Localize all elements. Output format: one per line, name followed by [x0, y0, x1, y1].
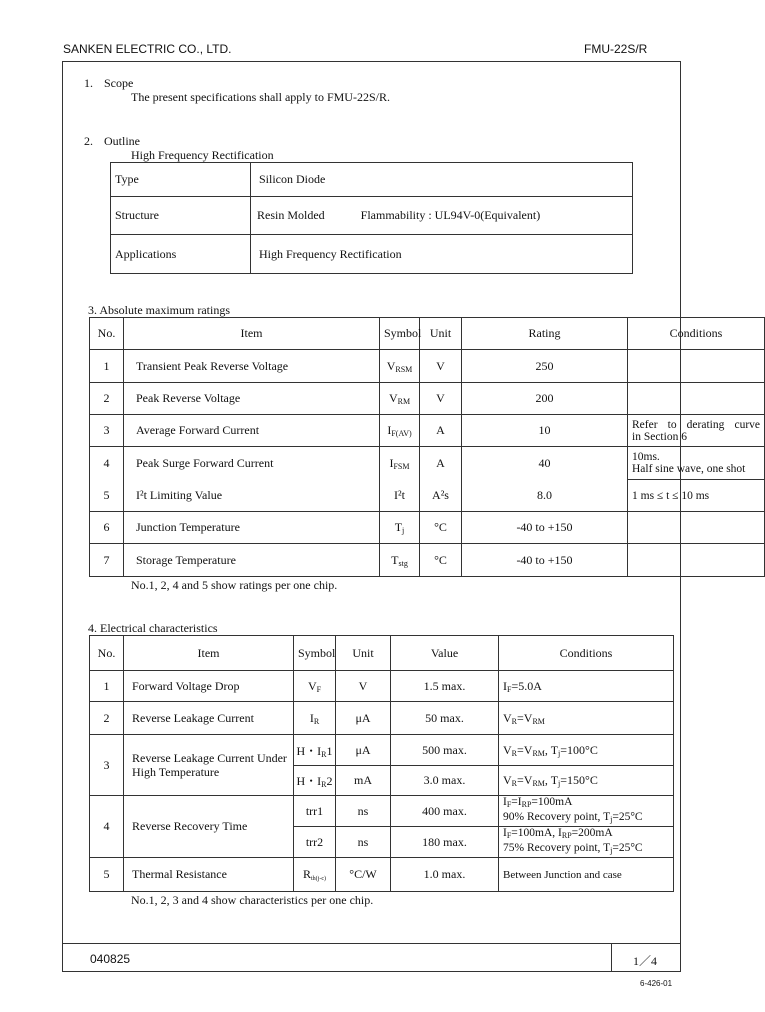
- col-header-conditions: Conditions: [499, 636, 674, 671]
- outline-value-text: Silicon Diode: [259, 172, 326, 186]
- cell-conditions: [628, 350, 765, 383]
- outline-value: [251, 197, 633, 235]
- cond-rest: =5.0A: [511, 678, 542, 693]
- cell-unit: A: [420, 447, 462, 480]
- table-row: [90, 447, 765, 480]
- table-row: [90, 415, 765, 447]
- cell-symbol: [380, 350, 420, 383]
- cond-sub: F: [506, 831, 512, 840]
- cell-rating: -40 to +150: [462, 544, 628, 577]
- table-row: [90, 702, 674, 735]
- cond-sub: F: [506, 800, 512, 809]
- abs-max-table: [89, 317, 765, 577]
- condition-line: 1 ms ≤ t ≤ 10 ms: [632, 489, 710, 502]
- condition-line: [503, 796, 669, 811]
- page-number: 1／4: [633, 954, 658, 968]
- table-row: [90, 512, 765, 544]
- symbol-sub: RSM: [395, 364, 413, 374]
- cond-main: I: [503, 827, 507, 839]
- table-header-row: [90, 636, 674, 671]
- item-line: Reverse Leakage Current Under: [132, 751, 287, 765]
- cell-conditions: [628, 415, 765, 447]
- outline-table: [110, 162, 633, 274]
- elec-title: 4. Electrical characteristics: [88, 621, 218, 635]
- cell-conditions: [499, 766, 674, 796]
- cell-item: Transient Peak Reverse Voltage: [124, 350, 380, 383]
- col-header-no: No.: [90, 636, 124, 671]
- cond-sub: R: [511, 716, 518, 726]
- cell-unit: μA: [336, 702, 391, 735]
- footer-divider: [62, 943, 681, 944]
- cell-symbol: [380, 544, 420, 577]
- condition-line: Half sine wave, one shot: [632, 463, 746, 475]
- cell-no: 5: [90, 858, 124, 892]
- company-name: SANKEN ELECTRIC CO., LTD.: [63, 42, 232, 56]
- scope-number: 1.: [84, 76, 93, 90]
- cell-item: I²t Limiting Value: [124, 480, 380, 512]
- condition-line: in Section 6: [632, 430, 687, 443]
- cell-unit: A²s: [420, 480, 462, 512]
- cell-no: 3: [90, 415, 124, 447]
- cell-no: 4: [90, 447, 124, 480]
- cell-conditions: [628, 544, 765, 577]
- symbol-main: H・I: [296, 743, 322, 758]
- cond-end: =100°C: [560, 742, 598, 757]
- cell-no: 5: [90, 480, 124, 512]
- cell-symbol: [294, 858, 336, 892]
- symbol-main: I: [309, 710, 314, 725]
- cell-item: Peak Reverse Voltage: [124, 383, 380, 415]
- cond-mid: =I: [511, 796, 522, 808]
- outline-flammability: Flammability : UL94V-0(Equivalent): [360, 208, 541, 222]
- symbol-sub: F: [316, 684, 322, 694]
- outline-value: [251, 235, 633, 274]
- symbol-sub: j: [402, 526, 405, 535]
- cell-item: Thermal Resistance: [124, 858, 294, 892]
- table-row: [111, 197, 633, 235]
- cond-main: I: [503, 678, 507, 693]
- cell-no: 7: [90, 544, 124, 577]
- cond-mid: =V: [517, 773, 533, 787]
- outline-label: Applications: [111, 235, 251, 274]
- cond-end: =100mA: [531, 796, 573, 808]
- cond-sub: j: [558, 748, 561, 758]
- symbol-sub: R: [321, 749, 327, 759]
- cond-rest: , T: [544, 773, 559, 787]
- table-row: [90, 671, 674, 702]
- table-row: [90, 480, 765, 512]
- outline-label: Type: [111, 163, 251, 197]
- table-row: [90, 735, 674, 766]
- symbol-sub: F(AV): [391, 429, 412, 438]
- condition-line: [503, 827, 669, 842]
- table-row: [90, 544, 765, 577]
- col-header-item: Item: [124, 318, 380, 350]
- cell-item: Peak Surge Forward Current: [124, 447, 380, 480]
- cell-rating: 8.0: [462, 480, 628, 512]
- scope-text: The present specifications shall apply to FMU-22S/R.: [131, 90, 390, 104]
- cell-no: 6: [90, 512, 124, 544]
- cell-unit: °C/W: [336, 858, 391, 892]
- document-code: 040825: [90, 952, 131, 966]
- item-line: High Temperature: [132, 765, 220, 779]
- cell-value: 3.0 max.: [391, 766, 499, 796]
- cell-conditions: [499, 827, 674, 858]
- cell-no: 1: [90, 671, 124, 702]
- cell-item: Forward Voltage Drop: [124, 671, 294, 702]
- cond-end: =25°C: [612, 811, 643, 823]
- condition-line: [503, 811, 669, 826]
- col-header-rating: Rating: [462, 318, 628, 350]
- symbol-sub: R: [313, 716, 320, 726]
- symbol-main: V: [386, 358, 396, 373]
- cell-no: 2: [90, 383, 124, 415]
- cell-conditions: Between Junction and case: [499, 858, 674, 892]
- cond-main: 75% Recovery point, T: [503, 842, 611, 854]
- outline-value-text: Resin Molded: [257, 208, 325, 222]
- outline-value-text: High Frequency Rectification: [259, 246, 402, 261]
- cell-no: 3: [90, 735, 124, 796]
- cell-no: 4: [90, 796, 124, 858]
- cell-symbol: trr2: [294, 827, 336, 858]
- cond-main: 90% Recovery point, T: [503, 811, 611, 823]
- cell-unit: V: [420, 383, 462, 415]
- cell-value: 1.0 max.: [391, 858, 499, 892]
- symbol-sub: R: [321, 780, 327, 789]
- cell-rating: 250: [462, 350, 628, 383]
- cell-symbol: [380, 512, 420, 544]
- cell-conditions: [499, 796, 674, 827]
- cond-sub: RP: [561, 831, 572, 840]
- cell-symbol: [380, 447, 420, 480]
- abs-max-note: No.1, 2, 4 and 5 show ratings per one chip.: [131, 578, 338, 592]
- outline-number: 2.: [84, 134, 93, 148]
- cond-sub: F: [507, 684, 512, 694]
- cell-value: 1.5 max.: [391, 671, 499, 702]
- cell-symbol: [380, 383, 420, 415]
- elec-table: [89, 635, 674, 892]
- cell-rating: -40 to +150: [462, 512, 628, 544]
- symbol-main: I²t: [394, 487, 405, 502]
- symbol-tail: 2: [326, 774, 333, 788]
- condition-line: Refer to derating curve: [632, 418, 760, 431]
- cell-conditions: [499, 702, 674, 735]
- abs-max-title: 3. Absolute maximum ratings: [88, 303, 230, 317]
- table-row: [90, 858, 674, 892]
- form-number: 6-426-01: [640, 979, 673, 988]
- cell-value: 400 max.: [391, 796, 499, 827]
- cell-symbol: [380, 415, 420, 447]
- cell-symbol: [380, 480, 420, 512]
- elec-note: No.1, 2, 3 and 4 show characteristics per one chip.: [131, 893, 374, 907]
- cell-rating: 200: [462, 383, 628, 415]
- table-row: [90, 796, 674, 827]
- col-header-unit: Unit: [420, 318, 462, 350]
- condition-line: [503, 842, 669, 857]
- symbol-sub: FSM: [393, 461, 410, 471]
- cell-unit: μA: [336, 735, 391, 766]
- cell-conditions: [628, 512, 765, 544]
- col-header-value: Value: [391, 636, 499, 671]
- table-header-row: [90, 318, 765, 350]
- cell-symbol: [294, 766, 336, 796]
- cell-unit: ns: [336, 796, 391, 827]
- symbol-main: V: [388, 391, 398, 405]
- col-header-symbol: Symbol: [294, 636, 336, 671]
- condition-line: 10ms.: [632, 451, 660, 463]
- cell-unit: V: [420, 350, 462, 383]
- cell-unit: A: [420, 415, 462, 447]
- cell-item: Reverse Recovery Time: [124, 796, 294, 858]
- symbol-sub: RM: [397, 397, 411, 406]
- col-header-no: No.: [90, 318, 124, 350]
- cond-sub: RM: [532, 779, 545, 788]
- cell-conditions: [628, 447, 765, 480]
- outline-label: Structure: [111, 197, 251, 235]
- col-header-item: Item: [124, 636, 294, 671]
- footer-separator: [611, 943, 612, 972]
- cell-symbol: trr1: [294, 796, 336, 827]
- cell-symbol: [294, 735, 336, 766]
- scope-title: Scope: [104, 76, 134, 90]
- cell-item: Storage Temperature: [124, 544, 380, 577]
- cond-sub: j: [558, 779, 561, 788]
- cell-conditions: [628, 383, 765, 415]
- cond-main: V: [503, 773, 512, 787]
- table-row: [90, 383, 765, 415]
- cond-sub: RM: [532, 716, 545, 726]
- cell-unit: V: [336, 671, 391, 702]
- symbol-main: T: [394, 520, 403, 534]
- cell-conditions: [628, 480, 765, 512]
- cell-symbol: [294, 702, 336, 735]
- cond-end: =150°C: [560, 773, 598, 787]
- cond-sub: j: [610, 815, 613, 824]
- cell-conditions: [499, 671, 674, 702]
- col-header-unit: Unit: [336, 636, 391, 671]
- outline-subtitle: High Frequency Rectification: [131, 148, 274, 162]
- cell-symbol: [294, 671, 336, 702]
- cond-main: I: [503, 796, 507, 808]
- cell-unit: °C: [420, 544, 462, 577]
- cell-value: 180 max.: [391, 827, 499, 858]
- symbol-tail: 1: [326, 743, 333, 758]
- cond-sub: j: [610, 846, 613, 855]
- symbol-sub: th(j-c): [311, 876, 326, 882]
- cond-sub: RP: [521, 800, 532, 809]
- cell-item: Average Forward Current: [124, 415, 380, 447]
- symbol-main: R: [302, 867, 311, 881]
- cell-item: Reverse Leakage Current: [124, 702, 294, 735]
- symbol-main: V: [307, 678, 317, 693]
- cond-rest: , T: [544, 742, 559, 757]
- cond-mid: =V: [517, 742, 533, 757]
- cell-item: Junction Temperature: [124, 512, 380, 544]
- symbol-main: I: [387, 423, 392, 437]
- table-row: [90, 350, 765, 383]
- table-row: [111, 235, 633, 274]
- cell-rating: 40: [462, 447, 628, 480]
- cond-sub: R: [511, 748, 518, 758]
- cond-main: V: [503, 742, 512, 757]
- outline-value: [251, 163, 633, 197]
- cell-unit: mA: [336, 766, 391, 796]
- outline-title: Outline: [104, 134, 140, 148]
- symbol-sub: stg: [398, 558, 408, 568]
- cell-item: [124, 735, 294, 796]
- symbol-main: T: [391, 552, 399, 567]
- cell-unit: ns: [336, 827, 391, 858]
- cond-mid: =V: [517, 710, 533, 725]
- col-header-conditions: Conditions: [628, 318, 765, 350]
- cond-sub: R: [511, 779, 518, 788]
- symbol-main: H・I: [296, 774, 322, 788]
- part-number: FMU-22S/R: [584, 42, 648, 56]
- cell-value: 500 max.: [391, 735, 499, 766]
- symbol-main: I: [389, 455, 394, 470]
- cell-unit: °C: [420, 512, 462, 544]
- cond-end: =200mA: [571, 827, 613, 839]
- cell-rating: 10: [462, 415, 628, 447]
- cell-value: 50 max.: [391, 702, 499, 735]
- cond-sub: RM: [532, 748, 545, 758]
- table-row: [111, 163, 633, 197]
- cond-end: =25°C: [612, 842, 643, 854]
- col-header-symbol: Symbol: [380, 318, 420, 350]
- cell-no: 1: [90, 350, 124, 383]
- cond-main: V: [503, 710, 512, 725]
- cell-no: 2: [90, 702, 124, 735]
- cell-conditions: [499, 735, 674, 766]
- cond-mid: =100mA, I: [511, 827, 562, 839]
